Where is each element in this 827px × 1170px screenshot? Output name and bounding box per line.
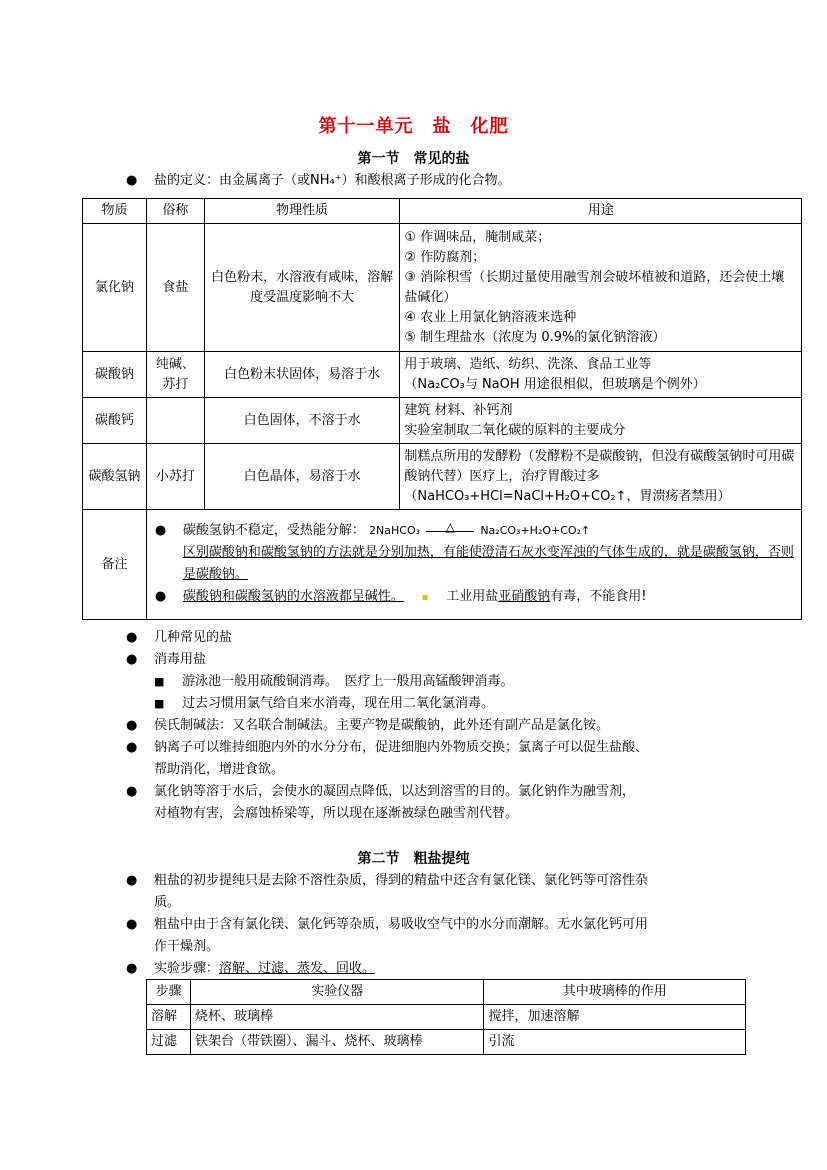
bullet-icon: ●: [126, 961, 138, 976]
bullet-icon: ●: [126, 652, 138, 667]
cell-name: 碳酸钙: [83, 398, 147, 444]
use-line: 建筑 材料、补钙剂: [404, 402, 513, 418]
square-bullet-icon: ■: [154, 697, 165, 710]
remark-text: 工业用盐: [446, 589, 499, 604]
bullet-text: 侯氏制碱法：又名联合制碱法。主要产物是碳酸钠，此外还有副产品是氯化铵。: [154, 718, 610, 733]
use-line: 实验室制取二氧化碳的原料的主要成分: [404, 422, 626, 438]
bullet-item: [126, 958, 806, 980]
remark-cell: [146, 510, 801, 620]
use-line: ① 作调味品，腌制咸菜；: [404, 229, 551, 245]
use-line: 用于玻璃、造纸、纺织、洗涤、食品工业等: [404, 356, 652, 372]
bullet-item: [126, 715, 806, 737]
cell-alias: 食盐: [146, 224, 204, 352]
col-header: 步骤: [147, 980, 191, 1005]
table-row: [83, 224, 802, 352]
bullet-item: [126, 781, 806, 825]
remark-text: 碳酸钠和碳酸氢钠的水溶液都呈碱性。: [182, 589, 404, 604]
cell-physical: 白色晶体，易溶于水: [204, 444, 400, 510]
remark-item: [155, 542, 795, 586]
steps-list: 溶解、过滤、蒸发、回收。: [219, 961, 376, 976]
use-line: ④ 农业上用氯化钠溶液来选种: [404, 309, 577, 325]
definition-text: 盐的定义：由金属离子（或NH₄⁺）和酸根离子形成的化合物。: [154, 173, 511, 188]
col-header: 用途: [400, 199, 802, 224]
cell-step: 溶解: [147, 1005, 191, 1030]
table-row: [83, 352, 802, 398]
heat-condition: [424, 519, 476, 540]
cell-physical: 白色粉末状固体，易溶于水: [204, 352, 400, 398]
equation-product: Na₂CO₃+H₂O+CO₂↑: [480, 524, 591, 537]
bullet-icon: ●: [126, 718, 138, 733]
bullet-text: 粗盐的初步提纯只是去除不溶性杂质，得到的精盐中还含有氯化镁、氯化钙等可溶性杂: [154, 873, 649, 888]
remark-item: [155, 520, 795, 542]
cell-uses: [400, 224, 802, 352]
bullet-text: 几种常见的盐: [154, 630, 233, 645]
bullet-icon: ●: [126, 873, 138, 888]
remark-label: 备注: [83, 510, 147, 620]
sub-item: [154, 693, 804, 715]
use-line: ③ 消除积雪（长期过量使用融雪剂会破坏植被和道路，还会使土壤盐碱化）: [404, 269, 785, 305]
bullet-icon: ●: [154, 523, 167, 538]
bullet-text: 质。: [154, 895, 181, 910]
cell-physical: 白色固体，不溶于水: [204, 398, 400, 444]
bullet-item: [126, 870, 806, 914]
section2-heading: 第二节 粗盐提纯: [357, 851, 470, 867]
remark-item: [155, 586, 795, 609]
sub-text: 过去习惯用氯气给自来水消毒，现在用二氧化氯消毒。: [182, 696, 495, 711]
cell-apparatus: 烧杯、玻璃棒: [190, 1005, 483, 1030]
page-title: 第十一单元 盐 化肥: [318, 116, 509, 137]
bullet-text: 氯化钠等溶于水后，会使水的凝固点降低，以达到溶雪的目的。氯化钠作为融雪剂，: [154, 784, 636, 799]
purification-table: [146, 979, 746, 1055]
bullet-icon: ●: [126, 917, 138, 932]
bullet-item: [126, 649, 806, 671]
bullet-text: 消毒用盐: [154, 652, 207, 667]
table-row: [147, 1030, 746, 1055]
bullet-item: [126, 627, 806, 649]
remark-text: 有毒，不能食用!: [550, 589, 647, 604]
bullet-item: [126, 914, 806, 958]
bullet-icon: ●: [126, 630, 138, 645]
use-line: 制糕点所用的发酵粉（发酵粉不是碳酸钠，但没有碳酸氢钠时可用碳酸钠代替）医疗上，治疗胃酸过多: [404, 448, 795, 484]
heat-triangle-icon: △: [445, 519, 455, 534]
bullet-text: 帮助消化，增进食欲。: [154, 762, 285, 777]
small-mark-icon: ▪: [421, 592, 429, 603]
table-row: [83, 444, 802, 510]
remark-text: 亚硝酸钠: [498, 589, 551, 604]
table-header-row: [83, 199, 802, 224]
use-line: ② 作防腐剂；: [404, 249, 486, 265]
steps-label: 实验步骤：: [154, 961, 220, 976]
col-header: 物质: [83, 199, 147, 224]
sub-text: 游泳池一般用硫酸铜消毒。 医疗上一般用高锰酸钾消毒。: [182, 674, 514, 689]
use-line: （NaHCO₃+HCl=NaCl+H₂O+CO₂↑，胃溃疡者禁用）: [404, 488, 731, 504]
col-header: 实验仪器: [190, 980, 483, 1005]
remark-text: 碳酸氢钠不稳定，受热能分解：: [182, 523, 365, 538]
remark-text: 区别碳酸钠和碳酸氢钠的方法就是分别加热，有能使澄清石灰水变浑浊的气体生成的，就是碳酸氢钠，否则是碳酸钠。: [182, 545, 794, 582]
table-row: [83, 398, 802, 444]
bullet-text: 钠离子可以维持细胞内外的水分分布，促进细胞内外物质交换；氯离子可以促生盐酸、: [154, 740, 649, 755]
equation-line: [426, 531, 474, 532]
cell-name: 碳酸氢钠: [83, 444, 147, 510]
cell-step: 过滤: [147, 1030, 191, 1055]
cell-physical: 白色粉末，水溶液有咸味，溶解度受温度影响不大: [204, 224, 400, 352]
cell-name: 碳酸钠: [83, 352, 147, 398]
cell-uses: [400, 352, 802, 398]
bullet-icon: ●: [126, 173, 138, 188]
use-line: ⑤ 制生理盐水（浓度为 0.9%的氯化钠溶液）: [404, 329, 666, 345]
sub-item: [154, 671, 804, 693]
bullet-icon: ●: [126, 784, 138, 799]
bullet-icon: ●: [126, 740, 138, 755]
bullet-text: 作干燥剂。: [154, 939, 220, 954]
remark-row: [83, 510, 802, 620]
cell-apparatus: 铁架台（带铁圈）、漏斗、烧杯、玻璃棒: [190, 1030, 483, 1055]
bullet-text: 粗盐中由于含有氯化镁、氯化钙等杂质，易吸收空气中的水分而潮解。无水氯化钙可用: [154, 917, 649, 932]
section1-heading: 第一节 常见的盐: [357, 151, 470, 167]
cell-alias: 纯碱、苏打: [146, 352, 204, 398]
square-bullet-icon: ■: [154, 675, 165, 688]
table-header-row: [147, 980, 746, 1005]
table-row: [147, 1005, 746, 1030]
cell-uses: [400, 444, 802, 510]
equation-reactant: 2NaHCO₃: [369, 524, 421, 537]
bullet-icon: ●: [154, 589, 167, 604]
cell-role: 引流: [484, 1030, 746, 1055]
col-header: 其中玻璃棒的作用: [484, 980, 746, 1005]
col-header: 物理性质: [204, 199, 400, 224]
bullet-text: [154, 958, 375, 980]
bullet-text: 对植物有害，会腐蚀桥梁等，所以现在逐渐被绿色融雪剂代替。: [154, 806, 519, 821]
use-line: （Na₂CO₃与 NaOH 用途很相似，但玻璃是个例外）: [404, 376, 706, 392]
salts-table: [82, 198, 802, 620]
cell-alias: 小苏打: [146, 444, 204, 510]
bullet-item: [126, 737, 806, 781]
cell-name: 氯化钠: [83, 224, 147, 352]
cell-alias: [146, 398, 204, 444]
cell-role: 搅拌，加速溶解: [484, 1005, 746, 1030]
col-header: 俗称: [146, 199, 204, 224]
definition-item: [126, 170, 806, 192]
cell-uses: [400, 398, 802, 444]
